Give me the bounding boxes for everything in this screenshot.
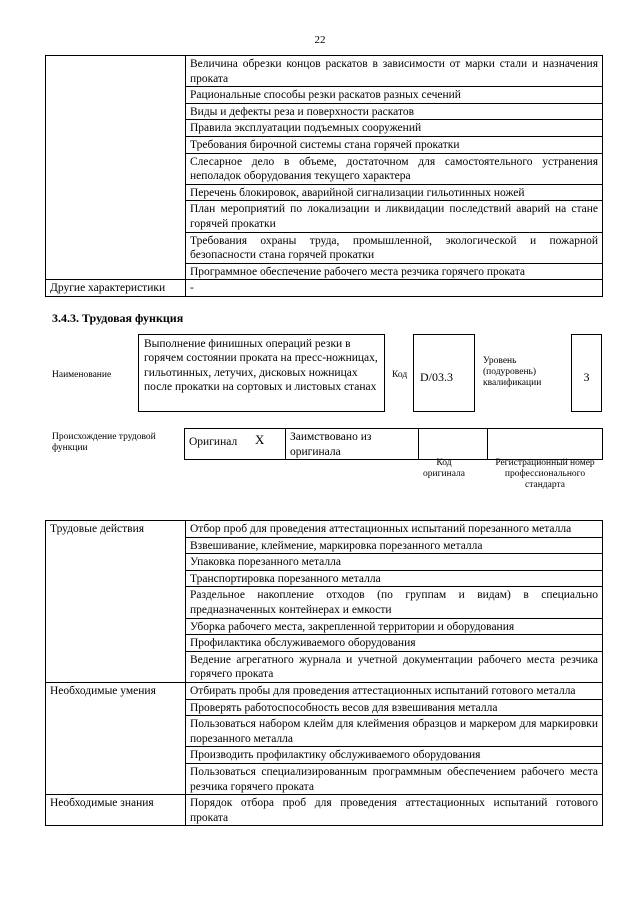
code-box: [413, 334, 475, 412]
list-item: Производить профилактику обслуживаемого оборудования: [186, 747, 603, 764]
table-row: [46, 682, 603, 699]
function-name: Выполнение финишных операций резки в горячем состоянии проката на пресс-ножницах, гильотинных, летучих, дисковых ножницах после прокатки на сортовых и листовых станах: [144, 338, 378, 393]
reg-number-cell: [488, 429, 603, 460]
original-label: Оригинал: [189, 436, 238, 448]
original-cell: [185, 429, 286, 460]
origin-label: Происхождение трудовой функции: [52, 432, 156, 453]
table-row: [46, 280, 603, 297]
list-item: Отбор проб для проведения аттестационных испытаний порезанного металла: [186, 521, 603, 538]
list-item: Слесарное дело в объеме, достаточном для самостоятельного устранения неполадок оборудования текущего характера: [186, 153, 603, 184]
list-item: Транспортировка порезанного металла: [186, 570, 603, 587]
table-row: [185, 429, 603, 460]
list-item: Порядок отбора проб для проведения аттестационных испытаний готового проката: [186, 795, 603, 826]
function-name-box: [138, 334, 385, 412]
list-item: Пользоваться набором клейм для клеймения образцов и маркером для маркировки порезанного металла: [186, 716, 603, 747]
knowledge-table-continued: [45, 55, 603, 297]
code-label: Код: [392, 370, 408, 380]
section-title: 3.4.3. Трудовая функция: [52, 311, 184, 325]
label-cell-empty: [46, 56, 186, 280]
list-item: Перечень блокировок, аварийной сигнализации гильотинных ножей: [186, 184, 603, 201]
list-item: Уборка рабочего места, закрепленной территории и оборудования: [186, 618, 603, 635]
list-item: Профилактика обслуживаемого оборудования: [186, 635, 603, 652]
code-original-cell: [419, 429, 488, 460]
code-value: D/03.3: [420, 370, 453, 384]
original-mark: X: [255, 432, 265, 447]
borrowed-label: Заимствовано из оригинала: [286, 429, 419, 460]
level-label: Уровень (подуровень) квалификации: [483, 356, 542, 388]
list-item: Упаковка порезанного металла: [186, 554, 603, 571]
group-label-actions: Трудовые действия: [46, 521, 186, 683]
list-item: Проверять работоспособность весов для взвешивания металла: [186, 699, 603, 716]
list-item: Рациональные способы резки раскатов разных сечений: [186, 87, 603, 104]
list-item: Программное обеспечение рабочего места резчика горячего проката: [186, 263, 603, 280]
level-value: 3: [583, 370, 590, 384]
group-label-skills: Необходимые умения: [46, 682, 186, 794]
page-number: 22: [314, 34, 326, 46]
list-item: План мероприятий по локализации и ликвидации последствий аварий на стане горячей прокатки: [186, 201, 603, 232]
list-item: Требования бирочной системы стана горячей прокатки: [186, 136, 603, 153]
table-row: [46, 795, 603, 826]
level-box: [571, 334, 602, 412]
group-label-knowledge: Необходимые знания: [46, 795, 186, 826]
table-row: [46, 521, 603, 538]
table-row: [46, 56, 603, 87]
list-item: Ведение агрегатного журнала и учетной документации рабочего места резчика горячего проката: [186, 651, 603, 682]
other-characteristics-value: -: [186, 280, 603, 297]
code-original-label: Код оригинала: [423, 458, 465, 479]
origin-table: [184, 428, 603, 460]
list-item: Раздельное накопление отходов (по группам и видам) в специально предназначенных контейнерах и емкости: [186, 587, 603, 618]
list-item: Требования охраны труда, промышленной, экологической и пожарной безопасности стана горячей прокатки: [186, 232, 603, 263]
name-label: Наименование: [52, 370, 112, 380]
list-item: Взвешивание, клеймение, маркировка порезанного металла: [186, 537, 603, 554]
list-item: Величина обрезки концов раскатов в зависимости от марки стали и назначения проката: [186, 56, 603, 87]
list-item: Пользоваться специализированным программным обеспечением рабочего места резчика горячего проката: [186, 763, 603, 794]
reg-number-label: Регистрационный номер профессионального стандарта: [495, 458, 595, 490]
other-characteristics-label: Другие характеристики: [46, 280, 186, 297]
list-item: Правила эксплуатации подъемных сооружений: [186, 120, 603, 137]
list-item: Виды и дефекты реза и поверхности раскатов: [186, 103, 603, 120]
main-table: [45, 520, 603, 826]
list-item: Отбирать пробы для проведения аттестационных испытаний готового металла: [186, 682, 603, 699]
